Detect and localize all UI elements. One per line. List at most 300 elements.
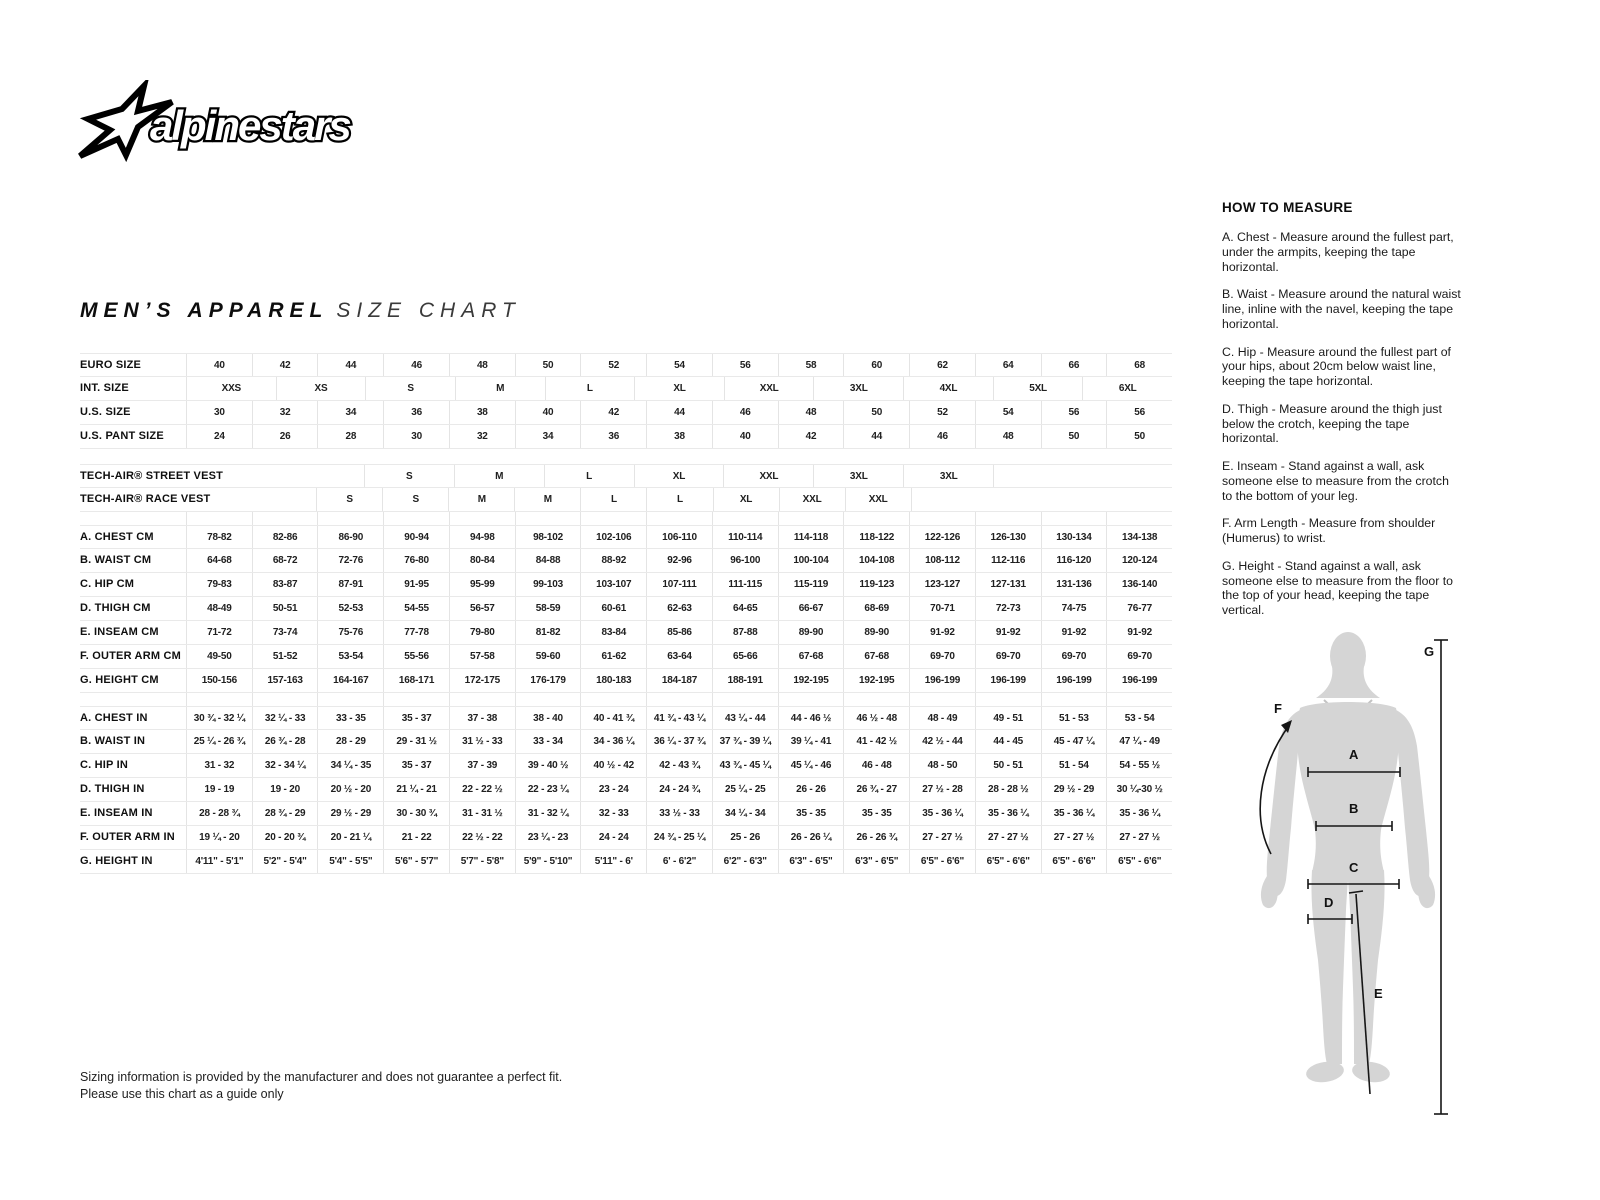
size-cell: 84-88 bbox=[515, 549, 581, 572]
size-cell: 192-195 bbox=[843, 669, 909, 692]
table-row bbox=[80, 597, 1172, 621]
size-cell: XXL bbox=[779, 488, 845, 511]
spacer-cell bbox=[909, 693, 975, 706]
size-cell: 95-99 bbox=[449, 573, 515, 596]
size-cell: 21 - 22 bbox=[383, 826, 449, 849]
size-cell: L bbox=[646, 488, 712, 511]
row-cells bbox=[186, 597, 1172, 620]
measure-instruction: C. Hip - Measure around the fullest part of your hips, about 20cm below waist line, keeping the tape horizontal. bbox=[1222, 344, 1451, 388]
alpinestars-logo-svg bbox=[76, 80, 366, 164]
row-cells bbox=[186, 802, 1172, 825]
size-cell: 67-68 bbox=[778, 645, 844, 668]
size-cell: 25 ¼ - 25 bbox=[712, 778, 778, 801]
size-cell: L bbox=[580, 488, 646, 511]
size-cell: 29 ½ - 29 bbox=[1041, 778, 1107, 801]
size-cell: 46 - 48 bbox=[843, 754, 909, 777]
size-cell: 188-191 bbox=[712, 669, 778, 692]
size-cell: 56-57 bbox=[449, 597, 515, 620]
size-cell: 5'4" - 5'5" bbox=[317, 850, 383, 873]
row-cells bbox=[186, 850, 1172, 873]
size-cell: 44 bbox=[646, 401, 712, 424]
spacer-cell bbox=[778, 693, 844, 706]
size-cell: 40 bbox=[515, 401, 581, 424]
size-cell: 79-83 bbox=[186, 573, 252, 596]
size-cell: 70-71 bbox=[909, 597, 975, 620]
size-cell: 27 - 27 ½ bbox=[909, 826, 975, 849]
size-cell: 100-104 bbox=[778, 549, 844, 572]
spacer-cell bbox=[975, 512, 1041, 525]
spacer-cell bbox=[449, 512, 515, 525]
size-cell: 34 ¼ - 34 bbox=[712, 802, 778, 825]
size-cell: 44 - 45 bbox=[975, 730, 1041, 753]
size-cell: 96-100 bbox=[712, 549, 778, 572]
table-row bbox=[80, 525, 1172, 549]
size-cell: 67-68 bbox=[843, 645, 909, 668]
size-cell: 3XL bbox=[813, 377, 903, 400]
size-cell: 20 - 20 ¾ bbox=[252, 826, 318, 849]
size-cell: 26 bbox=[252, 425, 318, 448]
table-row bbox=[80, 802, 1172, 826]
size-cell: 50 bbox=[843, 401, 909, 424]
spacer-cell bbox=[515, 693, 581, 706]
size-cell: 53 - 54 bbox=[1106, 707, 1172, 729]
size-cell: 74-75 bbox=[1041, 597, 1107, 620]
size-cell: 53-54 bbox=[317, 645, 383, 668]
size-cell: M bbox=[454, 465, 544, 487]
table-spacer bbox=[80, 693, 1172, 706]
size-cell: 25 - 26 bbox=[712, 826, 778, 849]
size-cell: 104-108 bbox=[843, 549, 909, 572]
spacer-cell bbox=[449, 693, 515, 706]
size-cell: 48 bbox=[778, 401, 844, 424]
size-cell: 4XL bbox=[903, 377, 993, 400]
row-cells bbox=[186, 826, 1172, 849]
size-cell: 5'9" - 5'10" bbox=[515, 850, 581, 873]
size-cell: 56 bbox=[712, 354, 778, 376]
size-cell: 106-110 bbox=[646, 526, 712, 548]
size-cell: 72-76 bbox=[317, 549, 383, 572]
size-cell: 48-49 bbox=[186, 597, 252, 620]
size-cell: 37 - 38 bbox=[449, 707, 515, 729]
size-cell: 26 - 26 bbox=[778, 778, 844, 801]
size-cell: 136-140 bbox=[1106, 573, 1172, 596]
size-cell: XXS bbox=[186, 377, 276, 400]
size-cell: 36 bbox=[383, 401, 449, 424]
size-cell: 49 - 51 bbox=[975, 707, 1041, 729]
table-row bbox=[80, 425, 1172, 449]
size-cell: XL bbox=[634, 465, 724, 487]
size-cell: 55-56 bbox=[383, 645, 449, 668]
size-cell: S bbox=[364, 465, 454, 487]
size-cell: 37 ¾ - 39 ¼ bbox=[712, 730, 778, 753]
size-cell: 68-69 bbox=[843, 597, 909, 620]
row-label: A. CHEST IN bbox=[80, 711, 148, 724]
spacer-cell bbox=[383, 512, 449, 525]
table-row bbox=[80, 488, 1172, 512]
size-cell: 51-52 bbox=[252, 645, 318, 668]
size-cell: 59-60 bbox=[515, 645, 581, 668]
size-cell bbox=[1083, 465, 1172, 487]
table-row bbox=[80, 778, 1172, 802]
spacer-cell bbox=[646, 693, 712, 706]
size-cell: 20 - 21 ¼ bbox=[317, 826, 383, 849]
size-cell: 62-63 bbox=[646, 597, 712, 620]
size-cell: 110-114 bbox=[712, 526, 778, 548]
size-cell: 68 bbox=[1106, 354, 1172, 376]
size-cell: 43 ¼ - 44 bbox=[712, 707, 778, 729]
size-cell: 122-126 bbox=[909, 526, 975, 548]
table-row bbox=[80, 850, 1172, 874]
table-row bbox=[80, 353, 1172, 377]
row-label: EURO SIZE bbox=[80, 358, 142, 371]
size-cell: 27 - 27 ½ bbox=[1041, 826, 1107, 849]
disclaimer bbox=[80, 1069, 562, 1104]
size-cell: 54 bbox=[975, 401, 1041, 424]
size-cell: 78-82 bbox=[186, 526, 252, 548]
size-cell: 131-136 bbox=[1041, 573, 1107, 596]
row-cells bbox=[186, 377, 1172, 400]
size-cell: 64 bbox=[975, 354, 1041, 376]
size-cell: 27 ½ - 28 bbox=[909, 778, 975, 801]
size-cell: 81-82 bbox=[515, 621, 581, 644]
row-cells bbox=[186, 573, 1172, 596]
size-cell: 38 bbox=[646, 425, 712, 448]
size-cell: 68-72 bbox=[252, 549, 318, 572]
size-cell: 5'11" - 6' bbox=[580, 850, 646, 873]
size-cell: 196-199 bbox=[975, 669, 1041, 692]
size-cell: 46 bbox=[712, 401, 778, 424]
size-cell: 33 ½ - 33 bbox=[646, 802, 712, 825]
table-row bbox=[80, 669, 1172, 693]
size-cell: 45 - 47 ¼ bbox=[1041, 730, 1107, 753]
size-cell: 24 - 24 ¾ bbox=[646, 778, 712, 801]
size-cell: 31 - 32 bbox=[186, 754, 252, 777]
size-cell: 33 - 35 bbox=[317, 707, 383, 729]
spacer-cell bbox=[646, 512, 712, 525]
size-cell: 46 bbox=[909, 425, 975, 448]
size-cell: 48 - 50 bbox=[909, 754, 975, 777]
size-cell: 111-115 bbox=[712, 573, 778, 596]
size-cell: 48 - 49 bbox=[909, 707, 975, 729]
page-title-main: MEN’S APPAREL bbox=[80, 299, 329, 322]
size-cell: 44 bbox=[317, 354, 383, 376]
size-cell: 82-86 bbox=[252, 526, 318, 548]
size-cell: 54 - 55 ½ bbox=[1106, 754, 1172, 777]
size-cell: 36 bbox=[580, 425, 646, 448]
size-cell: 24 - 24 bbox=[580, 826, 646, 849]
row-label: INT. SIZE bbox=[80, 382, 129, 395]
size-cell: 6'5" - 6'6" bbox=[975, 850, 1041, 873]
size-cell: 180-183 bbox=[580, 669, 646, 692]
size-table bbox=[80, 353, 1172, 874]
row-label: F. OUTER ARM CM bbox=[80, 650, 181, 663]
size-cell: L bbox=[545, 377, 635, 400]
size-cell: 196-199 bbox=[1041, 669, 1107, 692]
body-figure-svg bbox=[1228, 616, 1558, 1121]
size-cell: 19 - 20 bbox=[252, 778, 318, 801]
row-label: TECH-AIR® STREET VEST bbox=[80, 469, 224, 482]
size-cell: 38 - 40 bbox=[515, 707, 581, 729]
size-cell: XL bbox=[713, 488, 779, 511]
size-cell: 35 - 36 ¼ bbox=[1106, 802, 1172, 825]
size-cell bbox=[1042, 488, 1107, 511]
size-cell: 87-91 bbox=[317, 573, 383, 596]
size-cell: 41 - 42 ½ bbox=[843, 730, 909, 753]
size-cell: 6XL bbox=[1082, 377, 1172, 400]
size-cell: 5'2" - 5'4" bbox=[252, 850, 318, 873]
size-cell: 30 bbox=[383, 425, 449, 448]
size-cell: XL bbox=[634, 377, 724, 400]
size-cell: 48 bbox=[975, 425, 1041, 448]
size-cell: 46 bbox=[383, 354, 449, 376]
size-cell: 92-96 bbox=[646, 549, 712, 572]
size-cell: 31 ½ - 33 bbox=[449, 730, 515, 753]
size-cell: 91-95 bbox=[383, 573, 449, 596]
size-cell: 3XL bbox=[903, 465, 993, 487]
size-cell: 176-179 bbox=[515, 669, 581, 692]
size-cell: 31 - 32 ¼ bbox=[515, 802, 581, 825]
body-measurement-figure bbox=[1228, 616, 1558, 1121]
size-cell: 31 - 31 ½ bbox=[449, 802, 515, 825]
size-cell: 168-171 bbox=[383, 669, 449, 692]
size-cell: 90-94 bbox=[383, 526, 449, 548]
spacer-cell bbox=[712, 693, 778, 706]
size-cell: 6'5" - 6'6" bbox=[909, 850, 975, 873]
row-label: B. WAIST CM bbox=[80, 554, 152, 567]
size-cell: 5'6" - 5'7" bbox=[383, 850, 449, 873]
table-row bbox=[80, 549, 1172, 573]
size-cell: 89-90 bbox=[843, 621, 909, 644]
row-cells bbox=[186, 526, 1172, 548]
spacer-cell bbox=[778, 512, 844, 525]
size-cell: 46 ½ - 48 bbox=[843, 707, 909, 729]
size-cell: 52 bbox=[580, 354, 646, 376]
size-cell: 38 bbox=[449, 401, 515, 424]
size-cell: 64-68 bbox=[186, 549, 252, 572]
row-cells bbox=[186, 354, 1172, 376]
measure-instruction: E. Inseam - Stand against a wall, ask someone else to measure from the crotch to the bottom of your leg. bbox=[1222, 459, 1449, 503]
size-cell: 69-70 bbox=[975, 645, 1041, 668]
label-f: F bbox=[1274, 701, 1282, 716]
size-cell: 65-66 bbox=[712, 645, 778, 668]
size-cell: 21 ¼ - 21 bbox=[383, 778, 449, 801]
size-cell: 6'5" - 6'6" bbox=[1041, 850, 1107, 873]
size-cell: 32 - 34 ¼ bbox=[252, 754, 318, 777]
measure-list bbox=[1222, 230, 1462, 618]
size-cell: 127-131 bbox=[975, 573, 1041, 596]
size-cell: 94-98 bbox=[449, 526, 515, 548]
spacer-cell bbox=[515, 512, 581, 525]
size-cell: 57-58 bbox=[449, 645, 515, 668]
size-cell: 35 - 35 bbox=[778, 802, 844, 825]
size-cell: XS bbox=[276, 377, 366, 400]
size-cell: 80-84 bbox=[449, 549, 515, 572]
size-cell: 4'11" - 5'1" bbox=[186, 850, 252, 873]
size-cell: 28 - 28 ½ bbox=[975, 778, 1041, 801]
size-cell: 62 bbox=[909, 354, 975, 376]
size-cell: 25 ¼ - 26 ¾ bbox=[186, 730, 252, 753]
row-label: C. HIP CM bbox=[80, 578, 135, 591]
size-cell: 20 ½ - 20 bbox=[317, 778, 383, 801]
size-cell: 19 ¼ - 20 bbox=[186, 826, 252, 849]
table-spacer bbox=[80, 449, 1172, 464]
spacer-cell bbox=[712, 512, 778, 525]
size-cell: 28 ¾ - 29 bbox=[252, 802, 318, 825]
spacer-cell bbox=[1106, 693, 1172, 706]
measure-instruction: D. Thigh - Measure around the thigh just below the crotch, keeping the tape horizontal. bbox=[1222, 401, 1442, 446]
size-cell: 44 bbox=[843, 425, 909, 448]
size-cell: 39 - 40 ½ bbox=[515, 754, 581, 777]
size-cell: 34 ¼ - 35 bbox=[317, 754, 383, 777]
spacer-cell bbox=[317, 512, 383, 525]
row-label: G. HEIGHT IN bbox=[80, 855, 153, 868]
table-row bbox=[80, 754, 1172, 778]
size-cell: 150-156 bbox=[186, 669, 252, 692]
size-cell: 50-51 bbox=[252, 597, 318, 620]
row-cells bbox=[186, 549, 1172, 572]
spacer-cell bbox=[252, 693, 318, 706]
size-cell: 88-92 bbox=[580, 549, 646, 572]
size-cell: 34 bbox=[515, 425, 581, 448]
spacer-cell bbox=[383, 693, 449, 706]
size-cell: S bbox=[382, 488, 448, 511]
size-cell: 120-124 bbox=[1106, 549, 1172, 572]
size-cell: 32 ¼ - 33 bbox=[252, 707, 318, 729]
size-cell: 86-90 bbox=[317, 526, 383, 548]
size-cell: 103-107 bbox=[580, 573, 646, 596]
size-cell: 41 ¾ - 43 ¼ bbox=[646, 707, 712, 729]
size-cell: 27 - 27 ½ bbox=[1106, 826, 1172, 849]
size-cell: M bbox=[448, 488, 514, 511]
size-cell: 35 - 37 bbox=[383, 754, 449, 777]
size-cell: 164-167 bbox=[317, 669, 383, 692]
size-cell: 58 bbox=[778, 354, 844, 376]
human-silhouette bbox=[1261, 632, 1435, 1085]
size-cell: 35 - 36 ¼ bbox=[1041, 802, 1107, 825]
size-cell: 116-120 bbox=[1041, 549, 1107, 572]
size-cell: 63-64 bbox=[646, 645, 712, 668]
size-cell: 49-50 bbox=[186, 645, 252, 668]
alpinestars-logo bbox=[76, 80, 366, 164]
size-cell: M bbox=[455, 377, 545, 400]
row-cells bbox=[186, 730, 1172, 753]
size-cell: 26 ¾ - 28 bbox=[252, 730, 318, 753]
size-cell: 6'3" - 6'5" bbox=[778, 850, 844, 873]
row-cells bbox=[186, 425, 1172, 448]
label-d: D bbox=[1324, 895, 1334, 910]
size-cell: 54-55 bbox=[383, 597, 449, 620]
size-cell: 3XL bbox=[813, 465, 903, 487]
size-cell: 42 bbox=[252, 354, 318, 376]
spacer-cell bbox=[186, 512, 252, 525]
size-cell: 56 bbox=[1106, 401, 1172, 424]
size-cell: 58-59 bbox=[515, 597, 581, 620]
measure-instruction: B. Waist - Measure around the natural waist line, inline with the navel, keeping the tape horizontal. bbox=[1222, 287, 1461, 331]
size-cell: 28 bbox=[317, 425, 383, 448]
size-cell: 42 bbox=[580, 401, 646, 424]
size-cell: 115-119 bbox=[778, 573, 844, 596]
size-cell: 54 bbox=[646, 354, 712, 376]
label-b: B bbox=[1349, 801, 1359, 816]
row-label: U.S. PANT SIZE bbox=[80, 430, 164, 443]
size-cell: 32 - 33 bbox=[580, 802, 646, 825]
row-cells bbox=[186, 707, 1172, 729]
size-cell: 114-118 bbox=[778, 526, 844, 548]
size-cell: 50 bbox=[515, 354, 581, 376]
spacer-cell bbox=[975, 693, 1041, 706]
size-cell: 45 ¼ - 46 bbox=[778, 754, 844, 777]
size-cell: 33 - 34 bbox=[515, 730, 581, 753]
size-cell: 29 ½ - 29 bbox=[317, 802, 383, 825]
size-cell: 83-87 bbox=[252, 573, 318, 596]
table-row bbox=[80, 573, 1172, 597]
size-cell: 79-80 bbox=[449, 621, 515, 644]
page-title-sub: SIZE CHART bbox=[336, 299, 521, 322]
spacer-cell bbox=[580, 512, 646, 525]
size-cell bbox=[251, 488, 316, 511]
size-cell: 29 - 31 ½ bbox=[383, 730, 449, 753]
size-cell: 123-127 bbox=[909, 573, 975, 596]
measure-instruction: F. Arm Length - Measure from shoulder (Humerus) to wrist. bbox=[1222, 516, 1436, 545]
row-label: D. THIGH IN bbox=[80, 783, 145, 796]
size-cell: 71-72 bbox=[186, 621, 252, 644]
size-cell: 126-130 bbox=[975, 526, 1041, 548]
row-label: B. WAIST IN bbox=[80, 735, 146, 748]
size-cell: 36 ¼ - 37 ¾ bbox=[646, 730, 712, 753]
how-to-measure-panel bbox=[1222, 200, 1462, 631]
size-cell: 75-76 bbox=[317, 621, 383, 644]
label-e: E bbox=[1374, 986, 1383, 1001]
table-row bbox=[80, 730, 1172, 754]
spacer-cell bbox=[186, 693, 252, 706]
size-cell: 69-70 bbox=[1041, 645, 1107, 668]
size-cell: 30 - 30 ¾ bbox=[383, 802, 449, 825]
size-cell: 50 bbox=[1106, 425, 1172, 448]
disclaimer-line-1: Sizing information is provided by the manufacturer and does not guarantee a perfect fit. bbox=[80, 1070, 563, 1084]
size-cell: 99-103 bbox=[515, 573, 581, 596]
size-cell: 24 bbox=[186, 425, 252, 448]
row-label: E. INSEAM CM bbox=[80, 626, 159, 639]
size-cell: 22 - 23 ¼ bbox=[515, 778, 581, 801]
size-cell: 35 - 35 bbox=[843, 802, 909, 825]
size-cell: 196-199 bbox=[909, 669, 975, 692]
size-cell: 85-86 bbox=[646, 621, 712, 644]
size-cell: 32 bbox=[449, 425, 515, 448]
size-cell: XXL bbox=[724, 377, 814, 400]
size-cell: 60 bbox=[843, 354, 909, 376]
spacer-cell bbox=[843, 512, 909, 525]
size-cell bbox=[911, 488, 977, 511]
size-cell: 32 bbox=[252, 401, 318, 424]
size-cell: 24 ¾ - 25 ¼ bbox=[646, 826, 712, 849]
size-cell: 26 - 26 ¾ bbox=[843, 826, 909, 849]
measure-instruction: G. Height - Stand against a wall, ask someone else to measure from the floor to the top of your head, keeping the tape vertical. bbox=[1222, 558, 1454, 617]
row-label: U.S. SIZE bbox=[80, 406, 131, 419]
size-cell: 69-70 bbox=[909, 645, 975, 668]
spacer-cell bbox=[909, 512, 975, 525]
row-label: C. HIP IN bbox=[80, 759, 129, 772]
size-cell: 40 - 41 ¾ bbox=[580, 707, 646, 729]
size-cell: 40 bbox=[186, 354, 252, 376]
size-cell: 34 - 36 ¼ bbox=[580, 730, 646, 753]
size-cell: 66-67 bbox=[778, 597, 844, 620]
row-cells bbox=[186, 778, 1172, 801]
size-cell: 50 bbox=[1041, 425, 1107, 448]
size-cell: 61-62 bbox=[580, 645, 646, 668]
size-cell: 42 ½ - 44 bbox=[909, 730, 975, 753]
spacer-cell bbox=[252, 512, 318, 525]
size-cell: 69-70 bbox=[1106, 645, 1172, 668]
